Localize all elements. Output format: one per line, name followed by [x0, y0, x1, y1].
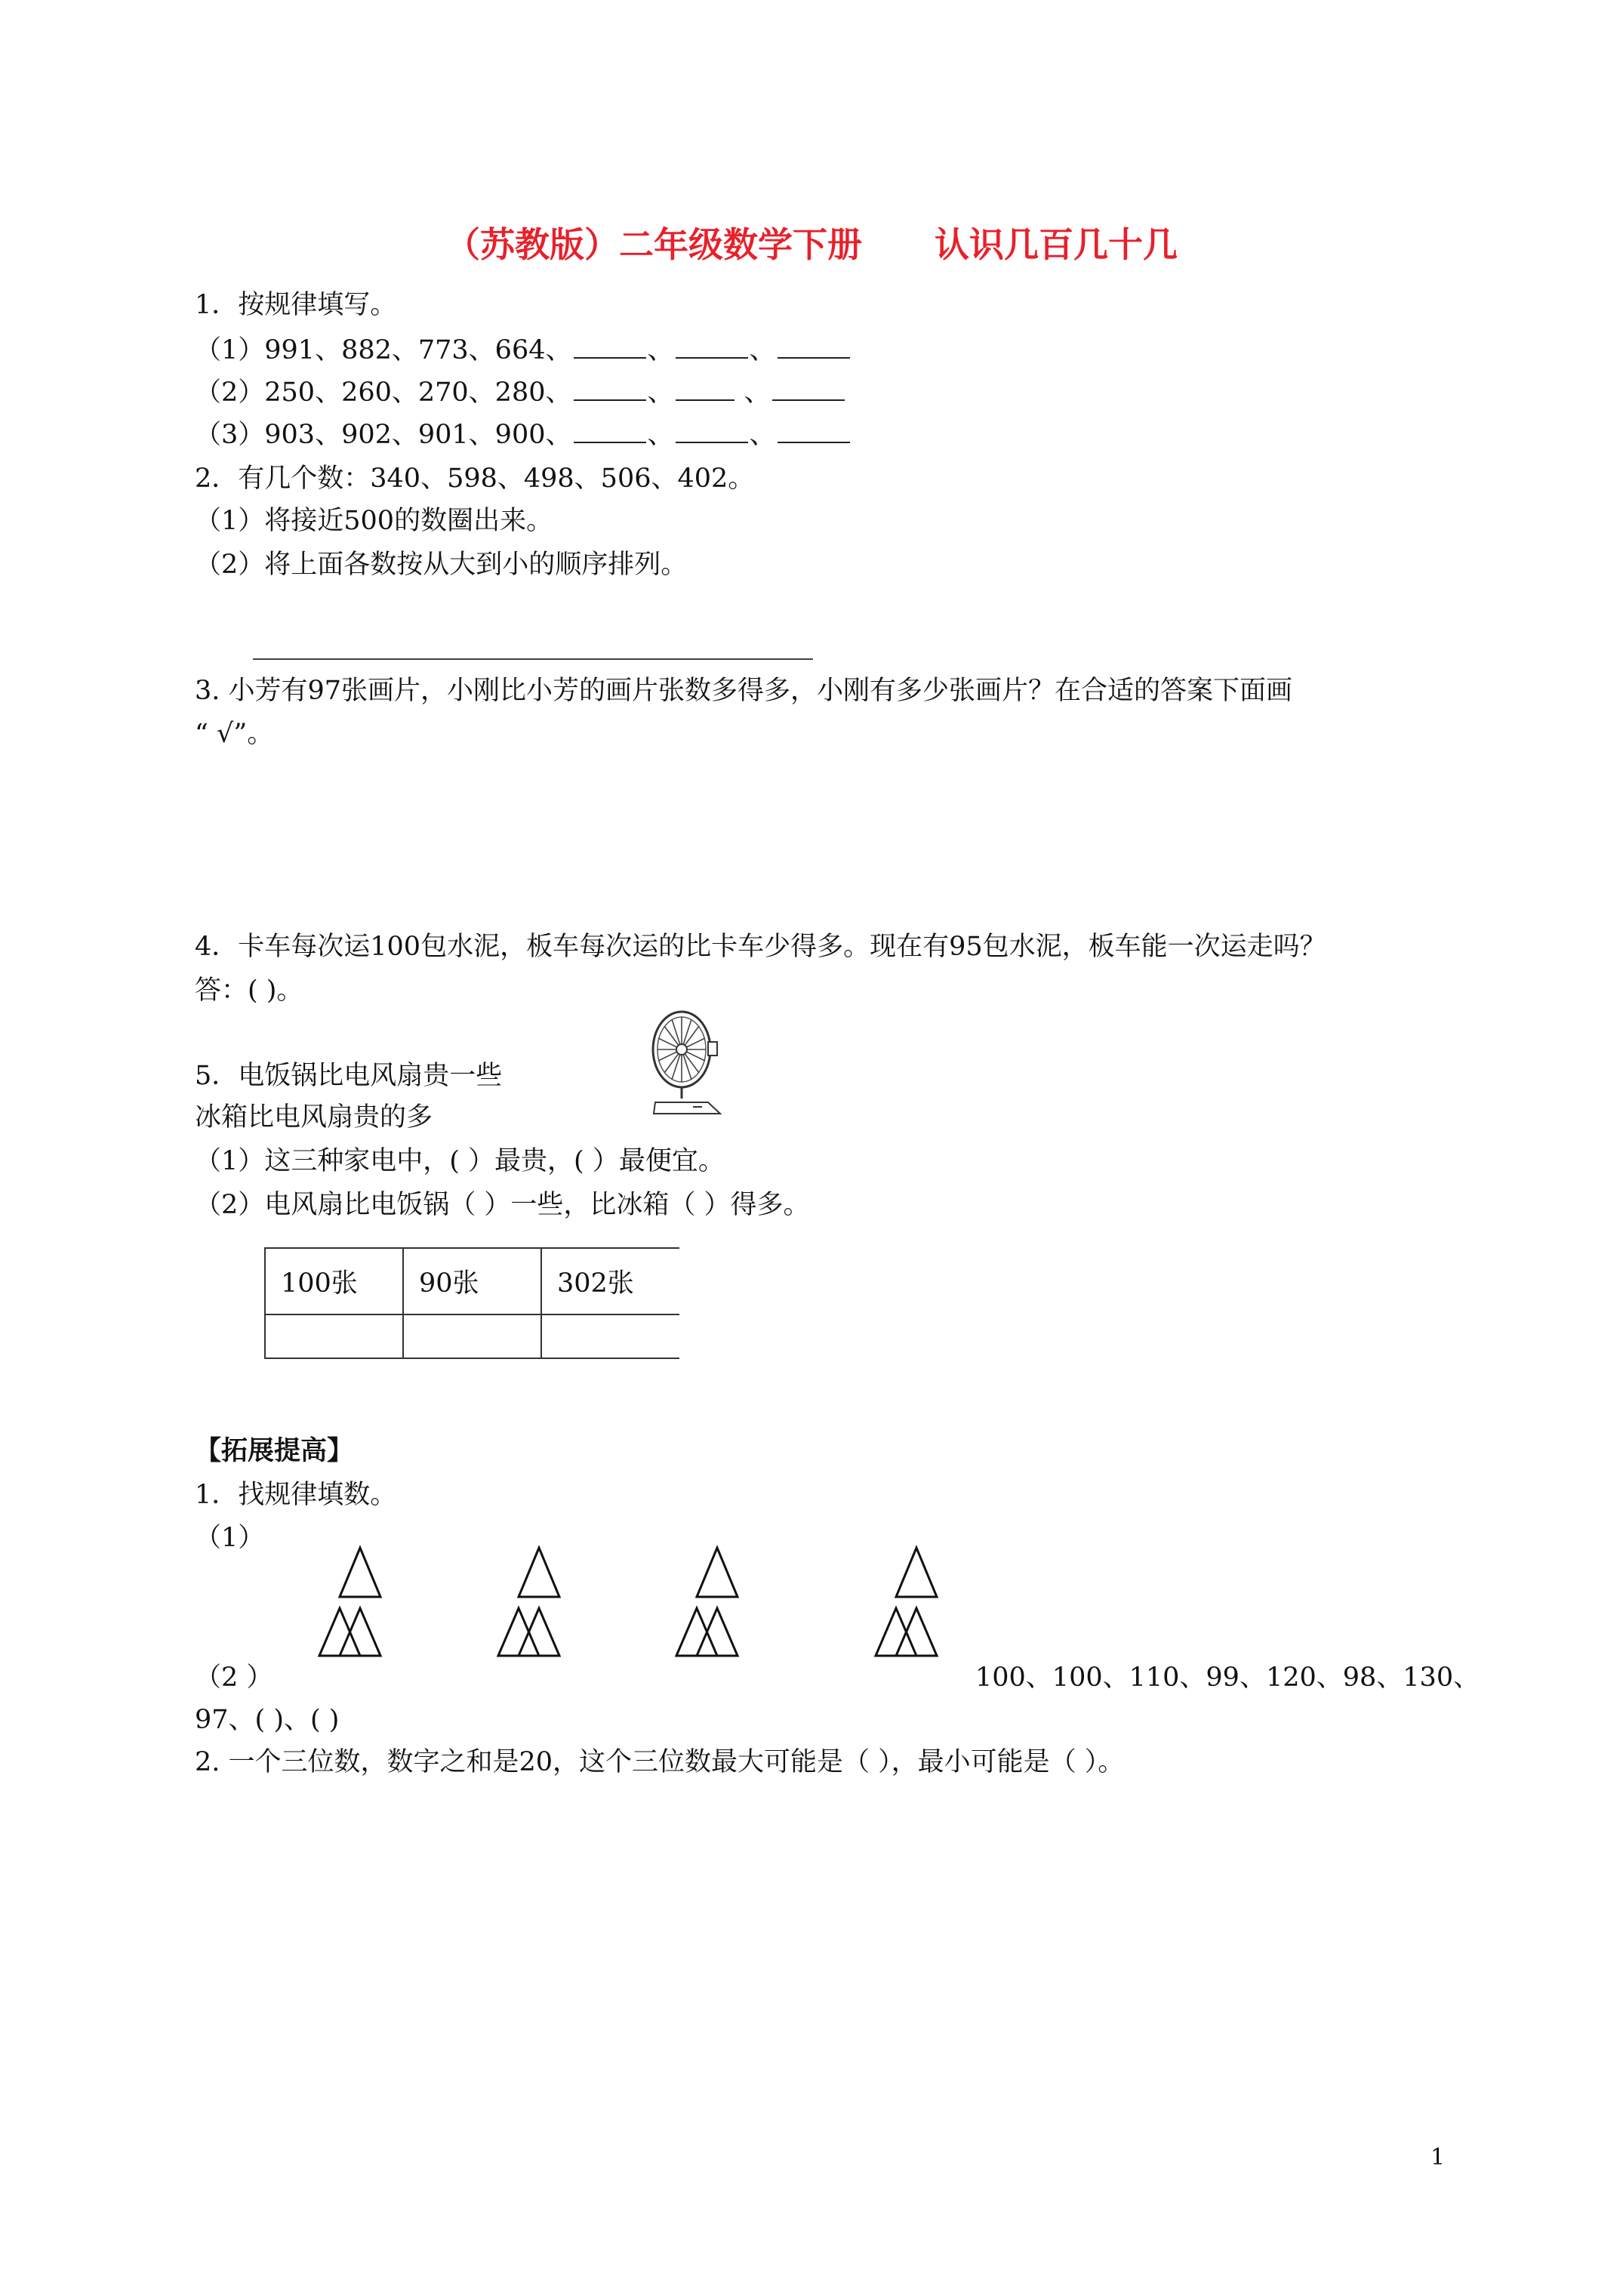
q1-row-2-label: （2）250、260、270、280、 — [195, 378, 572, 408]
sequence-line-2: 97、( )、( ) — [195, 1705, 340, 1735]
extend-q2: 2. 一个三位数，数字之和是20，这个三位数最大可能是（ ），最小可能是（ ）。 — [195, 1747, 1125, 1777]
table-header-cell: 302张 — [541, 1248, 679, 1314]
answer-blank[interactable] — [778, 336, 850, 359]
page-number: 1 — [1431, 2144, 1446, 2171]
q2-sub-1: （1）将接近500的数圈出来。 — [195, 506, 553, 536]
q3-line-1: 3. 小芳有97张画片，小刚比小芳的画片张数多得多，小刚有多少张画片？在合适的答案下面画 — [195, 676, 1293, 706]
q1-row-3 — [195, 418, 852, 451]
answer-table — [264, 1247, 679, 1359]
answer-cell[interactable] — [403, 1314, 541, 1358]
q4-line-2: 答：( )。 — [195, 975, 303, 1006]
q5-line-1: 5．电饭锅比电风扇贵一些 — [195, 1061, 503, 1091]
answer-blank[interactable] — [574, 336, 646, 359]
q5-sub-2: （2）电风扇比电饭锅（ ）一些，比冰箱（ ）得多。 — [195, 1190, 810, 1220]
q2-sub-2: （2）将上面各数按从大到小的顺序排列。 — [195, 550, 688, 580]
q1-row-1 — [195, 334, 852, 367]
q1-row-3-label: （3）903、902、901、900、 — [195, 420, 572, 450]
q3-line-2: “ √”。 — [195, 719, 274, 749]
separator: 、 — [647, 378, 674, 408]
q1-heading: 1．按规律填写。 — [195, 290, 397, 320]
answer-blank[interactable] — [676, 336, 748, 359]
q5-sub-1: （1）这三种家电中，( ）最贵，( ）最便宜。 — [195, 1146, 725, 1176]
answer-blank[interactable] — [676, 378, 735, 401]
answer-cell[interactable] — [541, 1314, 679, 1358]
answer-blank[interactable] — [574, 421, 646, 443]
separator: 、 — [647, 335, 674, 365]
triangle-group-icon — [317, 1544, 404, 1657]
triangle-group-icon — [873, 1544, 960, 1657]
answer-blank[interactable] — [778, 421, 850, 443]
separator: 、 — [749, 420, 776, 450]
extend-q1: 1．找规律填数。 — [195, 1480, 397, 1510]
triangle-group-icon — [496, 1544, 583, 1657]
extend-q1-sub-1: （1） — [195, 1523, 265, 1553]
q4-line-1: 4．卡车每次运100包水泥，板车每次运的比卡车少得多。现在有95包水泥，板车能一次运走吗？ — [195, 932, 1326, 962]
q5-line-2: 冰箱比电风扇贵的多 — [195, 1102, 433, 1133]
answer-line[interactable] — [253, 658, 813, 660]
table-header-cell: 100张 — [265, 1248, 403, 1314]
separator: 、 — [735, 378, 771, 408]
triangle-group-icon — [674, 1544, 761, 1657]
electric-fan-icon — [648, 1008, 723, 1121]
page-title: （苏教版）二年级数学下册 认识几百几十几 — [445, 224, 1178, 265]
table-header-cell: 90张 — [403, 1248, 541, 1314]
answer-blank[interactable] — [574, 378, 646, 401]
extend-heading: 【拓展提高】 — [195, 1435, 354, 1466]
separator: 、 — [749, 335, 776, 365]
separator: 、 — [647, 420, 674, 450]
answer-blank[interactable] — [772, 378, 845, 401]
q1-row-2 — [195, 376, 846, 409]
extend-q1-sub-2: （2 ） — [195, 1663, 273, 1693]
sequence-line-1: 100、100、110、99、120、98、130、 — [975, 1663, 1480, 1693]
answer-blank[interactable] — [676, 421, 748, 443]
q2-heading: 2．有几个数：340、598、498、506、402。 — [195, 464, 755, 494]
q1-row-1-label: （1）991、882、773、664、 — [195, 335, 572, 365]
answer-cell[interactable] — [265, 1314, 403, 1358]
